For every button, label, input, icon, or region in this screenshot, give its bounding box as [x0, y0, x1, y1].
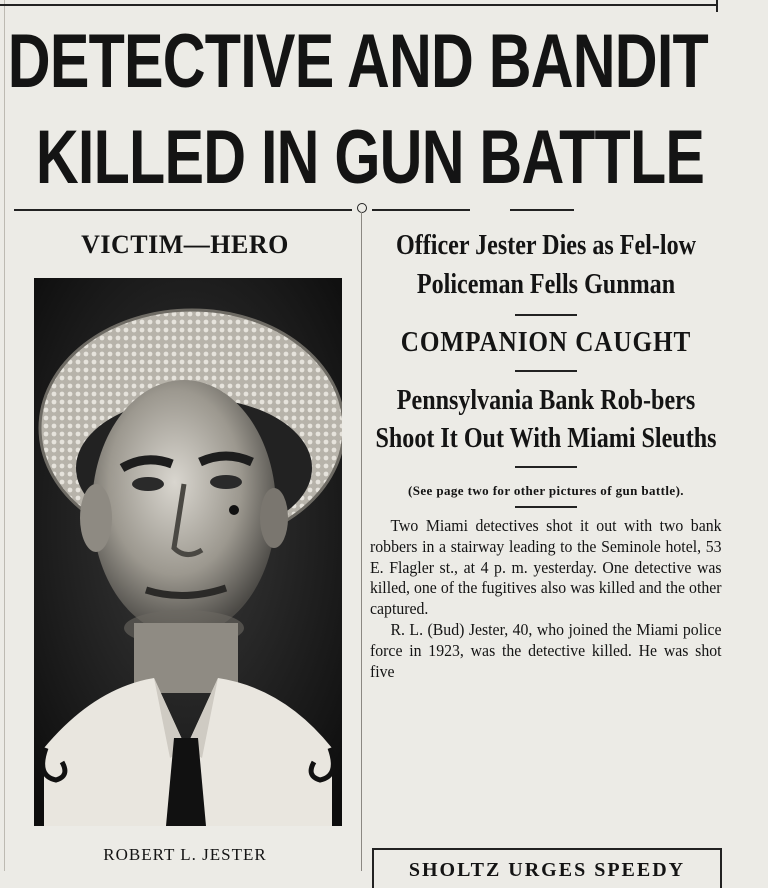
- related-story-heading: SHOLTZ URGES SPEEDY: [408, 859, 686, 881]
- subhead-rule-1: [515, 314, 577, 316]
- subhead-rule-3: [515, 466, 577, 468]
- article-paragraph-2: R. L. (Bud) Jester, 40, who joined the Miami police force in 1923, was the detective killed. He was shot five: [370, 619, 722, 681]
- headline-rule-right: [372, 209, 470, 211]
- top-rule: [0, 4, 716, 6]
- subhead-officer-jester: Officer Jester Dies as Fel-low Policeman Fells Gunman: [395, 230, 697, 300]
- subhead-companion-caught: COMPANION CAUGHT: [400, 327, 692, 358]
- headline-line-1: DETECTIVE AND BANDIT: [7, 19, 708, 104]
- column-separator: [361, 212, 362, 871]
- article-paragraph-1: Two Miami detectives shot it out with two bank robbers in a stairway leading to the Seminole hotel, 53 E. Flagler st., at 4 p. m. yesterday. One detective was killed, one of the fugitives also was killed and the other captured.: [370, 516, 722, 619]
- article-body: [370, 516, 722, 682]
- portrait-illustration: [34, 278, 342, 826]
- photo-caption: ROBERT L. JESTER: [103, 845, 267, 864]
- headline-line-2: KILLED IN GUN BATTLE: [35, 115, 705, 200]
- right-column: [370, 226, 722, 682]
- headline-rule-left: [14, 209, 352, 211]
- main-headline: [0, 14, 708, 206]
- photo-title: VICTIM—HERO: [81, 230, 289, 259]
- see-page-note: (See page two for other pictures of gun battle).: [408, 483, 684, 498]
- subhead-bank-robbers: Pennsylvania Bank Rob-bers Shoot It Out With Miami Sleuths: [375, 385, 717, 454]
- portrait-photo: [34, 278, 342, 826]
- subhead-rule-4: [515, 506, 577, 508]
- related-story-box: [372, 848, 722, 888]
- headline-rule-right-2: [510, 209, 574, 211]
- column-edge-rule: [716, 0, 718, 12]
- subhead-rule-2: [515, 370, 577, 372]
- rule-ornament: [357, 203, 367, 213]
